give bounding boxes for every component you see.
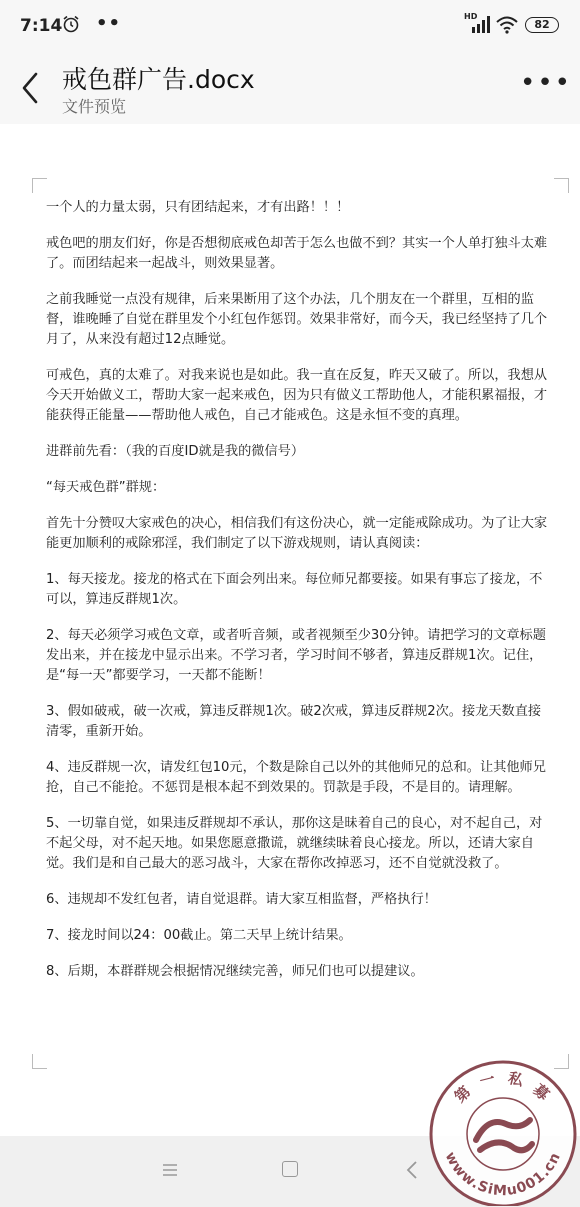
document-body (46, 198, 552, 998)
watermark-seal-logo (428, 1058, 578, 1206)
paragraph: 2、每天必须学习戒色文章，或者听音频，或者视频至少30分钟。请把学习的文章标题发出来，并在接龙中显示出来。不学习者，学习时间不够者，算违反群规1次。记住，是“每一天”都要学习，一天都不能断！ (46, 628, 546, 683)
document-title: 戒色群广告.docx (62, 65, 255, 94)
page-corner-mark (32, 1054, 47, 1069)
chevron-left-icon[interactable] (14, 66, 50, 110)
paragraph: 1、每天接龙。接龙的格式在下面会列出来。每位师兄都要接。如果有事忘了接龙，不可以，算违反群规1次。 (46, 572, 543, 607)
more-horizontal-icon[interactable]: ••• (520, 68, 573, 98)
signal-icon (464, 15, 490, 35)
paragraph: 之前我睡觉一点没有规律，后来果断用了这个办法，几个朋友在一个群里，互相的监督，谁晚睡了自觉在群里发个小红包作惩罚。效果非常好，而今天，我已经坚持了几个月了，从来没有超过12点睡觉。 (46, 292, 548, 347)
watermark-bottom-text: www.SiMu001.cn (441, 1149, 565, 1200)
paragraph: 7、接龙时间以24：00截止。第二天早上统计结果。 (46, 928, 352, 943)
paragraph: 戒色吧的朋友们好，你是否想彻底戒色却苦于怎么也做不到？其实一个人单打独斗太难了。而团结起来一起战斗，则效果显著。 (46, 236, 548, 271)
paragraph: 8、后期，本群群规会根据情况继续完善，师兄们也可以提建议。 (46, 964, 424, 979)
app-header (0, 52, 580, 124)
wifi-icon (496, 16, 518, 34)
nav-back-icon[interactable] (404, 1160, 420, 1180)
paragraph: 6、违规却不发红包者，请自觉退群。请大家互相监督，严格执行！ (46, 892, 437, 907)
watermark-top-text: 第 一 私 募 (450, 1068, 556, 1107)
document-page (0, 124, 580, 1136)
status-time: 7:14 (20, 16, 63, 36)
network-label: HD (464, 12, 478, 21)
paragraph: 5、一切靠自觉，如果违反群规却不承认，那你这是昧着自己的良心，对不起自己，对不起父母，对不起天地。如果您愿意撒谎，就继续昧着良心接龙。所以，还请大家自觉。我们是和自己最大的恶习战斗，大家在帮你改掉恶习，还不自觉就没救了。 (46, 816, 543, 871)
battery-icon (525, 17, 559, 33)
paragraph: 首先十分赞叹大家戒色的决心，相信我们有这份决心，就一定能戒除成功。为了让大家能更加顺利的戒除邪淫，我们制定了以下游戏规则，请认真阅读： (46, 516, 548, 551)
alarm-clock-icon (62, 15, 80, 33)
paragraph: 3、假如破戒，破一次戒，算违反群规1次。破2次戒，算违反群规2次。接龙天数直接清零，重新开始。 (46, 704, 542, 739)
menu-icon[interactable] (160, 1160, 180, 1180)
paragraph: 进群前先看：（我的百度ID就是我的微信号） (46, 444, 305, 459)
page-corner-mark (32, 178, 47, 193)
notification-dots-icon: •• (96, 13, 122, 34)
status-bar (0, 0, 580, 52)
paragraph: “每天戒色群”群规： (46, 480, 166, 495)
document-subtitle: 文件预览 (62, 97, 127, 116)
paragraph: 4、违反群规一次，请发红包10元，个数是除自己以外的其他师兄的总和。让其他师兄抢，自己不能抢。不惩罚是根本起不到效果的。罚款是手段，不是目的。请理解。 (46, 760, 546, 795)
paragraph: 一个人的力量太弱，只有团结起来，才有出路！！！ (46, 200, 350, 215)
battery-level: 82 (534, 18, 550, 31)
page-corner-mark (554, 178, 569, 193)
paragraph: 可戒色，真的太难了。对我来说也是如此。我一直在反复，昨天又破了。所以，我想从今天开始做义工，帮助大家一起来戒色，因为只有做义工帮助他人，才能积累福报，才能获得正能量——帮助他人戒色，自己才能戒色。这是永恒不变的真理。 (46, 368, 548, 423)
home-square-icon[interactable] (282, 1161, 298, 1177)
